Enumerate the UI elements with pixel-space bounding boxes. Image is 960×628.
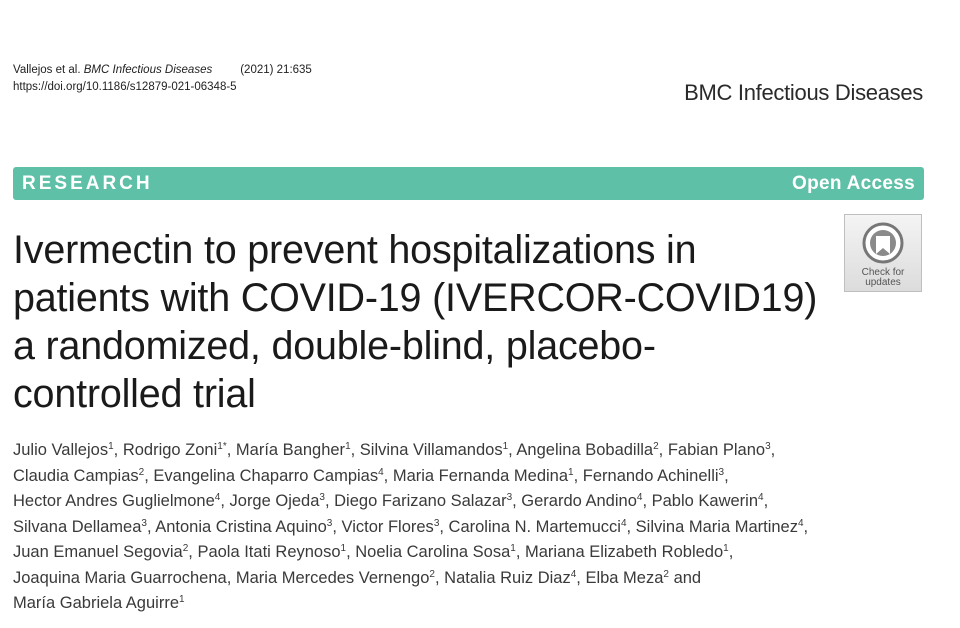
author-name: Silvina Villamandos — [359, 441, 503, 459]
author-line: Claudia Campias$^2$, Evangelina Chaparro Campias$^4$, Maria Fernanda Medina$^1$, Fernando Achinelli$^3$, — [13, 466, 729, 485]
author-name: Maria Fernanda Medina — [392, 466, 569, 485]
author-line: Julio Vallejos$^1$, Rodrigo Zoni$^{1*}$, María Bangher$^1$, Silvina Villamandos$^1$, Angelina Bobadilla$^2$, Fabian Plano$^3$, — [13, 441, 776, 459]
affiliation-superscript: 1 — [340, 543, 347, 554]
author[interactable] — [13, 594, 185, 612]
affiliation-superscript: 4 — [570, 568, 577, 580]
title-line: controlled trial — [13, 372, 256, 416]
affiliation-superscript: 3 — [141, 517, 147, 529]
author-name: Silvina Maria Martinez — [635, 517, 798, 536]
badge-label-line1: Check for — [861, 267, 905, 278]
journal-name: BMC Infectious Diseases — [684, 80, 923, 105]
author-name: Victor Flores — [341, 517, 434, 536]
author-name: Julio Vallejos — [13, 441, 109, 459]
author[interactable] — [155, 518, 332, 536]
check-for-updates-icon — [861, 221, 905, 265]
author-name: Rodrigo Zoni — [122, 441, 218, 459]
author[interactable] — [583, 467, 724, 485]
title-line: patients with COVID-19 (IVERCOR-COVID19) — [13, 276, 818, 320]
affiliation-superscript: 4 — [758, 492, 764, 503]
author[interactable] — [230, 492, 325, 510]
affiliation-superscript: 3 — [319, 492, 325, 503]
author[interactable] — [13, 492, 220, 510]
author[interactable] — [13, 518, 147, 536]
affiliation-superscript: 3 — [326, 517, 333, 529]
affiliation-superscript: 3 — [506, 492, 513, 503]
author[interactable] — [13, 569, 227, 587]
author[interactable] — [13, 543, 188, 561]
author-name: Diego Farizano Salazar — [334, 492, 507, 510]
author-name: Antonia Cristina Aquino — [155, 517, 327, 536]
author[interactable] — [521, 492, 642, 510]
affiliation-superscript: 1 — [179, 594, 185, 605]
author-name: Claudia Campias — [13, 466, 139, 485]
check-for-updates-button[interactable] — [844, 214, 922, 292]
author[interactable] — [585, 569, 669, 587]
author[interactable] — [153, 467, 383, 485]
author-name: Pablo Kawerin — [651, 492, 759, 510]
article-type-banner — [13, 167, 924, 200]
doi-link[interactable]: https://doi.org/10.1186/s12879-021-06348-5 — [13, 81, 237, 93]
author[interactable] — [236, 569, 435, 587]
author[interactable] — [636, 518, 804, 536]
author-name: Hector Andres Guglielmone — [13, 492, 215, 510]
author-name: Elba Meza — [585, 568, 664, 587]
author[interactable] — [355, 543, 516, 561]
affiliation-superscript: 2 — [182, 543, 189, 554]
author-line: Hector Andres Guglielmone$^4$, Jorge Ojeda$^3$, Diego Farizano Salazar$^3$, Gerardo Andino$^4$, Pablo Kawerin$^4$, — [13, 492, 769, 510]
citation-journal: BMC Infectious Diseases — [83, 64, 213, 76]
author-name: Juan Emanuel Segovia — [13, 543, 183, 561]
author-list — [13, 438, 913, 617]
author-line: Silvana Dellamea$^3$, Antonia Cristina Aquino$^3$, Victor Flores$^3$, Carolina N. Martemucci$^4$, Silvina Maria Martinez$^4$, — [13, 517, 809, 536]
affiliation-superscript: 1* — [217, 441, 227, 452]
badge-label — [862, 268, 905, 288]
affiliation-superscript: 2 — [653, 441, 659, 452]
author[interactable] — [360, 441, 508, 459]
author[interactable] — [334, 492, 512, 510]
author-name: Gerardo Andino — [521, 492, 637, 510]
badge-label-line2: updates — [865, 277, 901, 288]
affiliation-superscript: 2 — [429, 568, 435, 580]
citation-line — [13, 62, 312, 79]
affiliation-superscript: 1 — [723, 543, 729, 554]
author-name: María Bangher — [235, 441, 346, 459]
affiliation-superscript: 1 — [568, 466, 574, 478]
author[interactable] — [668, 441, 771, 459]
open-access-label: Open Access — [792, 172, 915, 194]
author-name: Mariana Elizabeth Robledo — [525, 543, 724, 561]
author-name: Joaquina Maria Guarrochena — [13, 568, 227, 587]
citation-authors: Vallejos et al. — [13, 64, 81, 76]
citation-year-volume: (2021) 21:635 — [240, 64, 312, 76]
author-name: Silvana Dellamea — [13, 517, 142, 536]
author-line — [13, 591, 913, 617]
affiliation-superscript: 3 — [765, 441, 771, 452]
author-name: María Gabriela Aguirre — [13, 594, 179, 612]
author[interactable] — [342, 518, 440, 536]
author-name: Carolina N. Martemucci — [448, 517, 621, 536]
affiliation-superscript: 1 — [108, 441, 114, 452]
author-name: Fernando Achinelli — [582, 466, 719, 485]
citation-block — [13, 62, 312, 96]
affiliation-superscript: 3 — [718, 466, 725, 478]
author[interactable] — [393, 467, 574, 485]
affiliation-superscript: 1 — [502, 441, 509, 452]
affiliation-superscript: 2 — [663, 568, 669, 580]
author-name: Noelia Carolina Sosa — [355, 543, 511, 561]
author-line: Joaquina Maria Guarrochena, Maria Mercedes Vernengo$^2$, Natalia Ruiz Diaz$^4$, Elba Meza$^2$ and — [13, 568, 702, 587]
author-name: Angelina Bobadilla — [516, 441, 654, 459]
author[interactable] — [449, 518, 627, 536]
author-name: Paola Itati Reynoso — [197, 543, 341, 561]
article-title — [13, 226, 833, 418]
author[interactable] — [13, 467, 144, 485]
author[interactable] — [444, 569, 576, 587]
author[interactable] — [516, 441, 658, 459]
title-line: Ivermectin to prevent hospitalizations in — [13, 228, 697, 272]
author-name: Natalia Ruiz Diaz — [444, 568, 571, 587]
affiliation-superscript: 4 — [620, 517, 627, 529]
affiliation-superscript: 4 — [214, 492, 221, 503]
author[interactable] — [236, 441, 351, 459]
affiliation-superscript: 4 — [636, 492, 643, 503]
section-label: RESEARCH — [22, 172, 153, 194]
author[interactable] — [652, 492, 764, 510]
author-name: Jorge Ojeda — [229, 492, 320, 510]
title-line: a randomized, double-blind, placebo- — [13, 324, 656, 368]
authors-final-join: and — [673, 568, 702, 587]
author[interactable] — [197, 543, 346, 561]
author[interactable] — [13, 441, 114, 459]
author[interactable] — [123, 441, 227, 459]
affiliation-superscript: 3 — [433, 517, 440, 529]
affiliation-superscript: 2 — [138, 466, 145, 478]
author-line: Juan Emanuel Segovia$^2$, Paola Itati Reynoso$^1$, Noelia Carolina Sosa$^1$, Mariana Elizabeth Robledo$^1$, — [13, 543, 734, 561]
affiliation-superscript: 4 — [797, 517, 804, 529]
author-name: Maria Mercedes Vernengo — [235, 568, 430, 587]
affiliation-superscript: 4 — [378, 466, 384, 478]
author[interactable] — [525, 543, 729, 561]
affiliation-superscript: 1 — [345, 441, 351, 452]
affiliation-superscript: 1 — [510, 543, 516, 554]
author-name: Evangelina Chaparro Campias — [153, 466, 379, 485]
author-name: Fabian Plano — [667, 441, 766, 459]
